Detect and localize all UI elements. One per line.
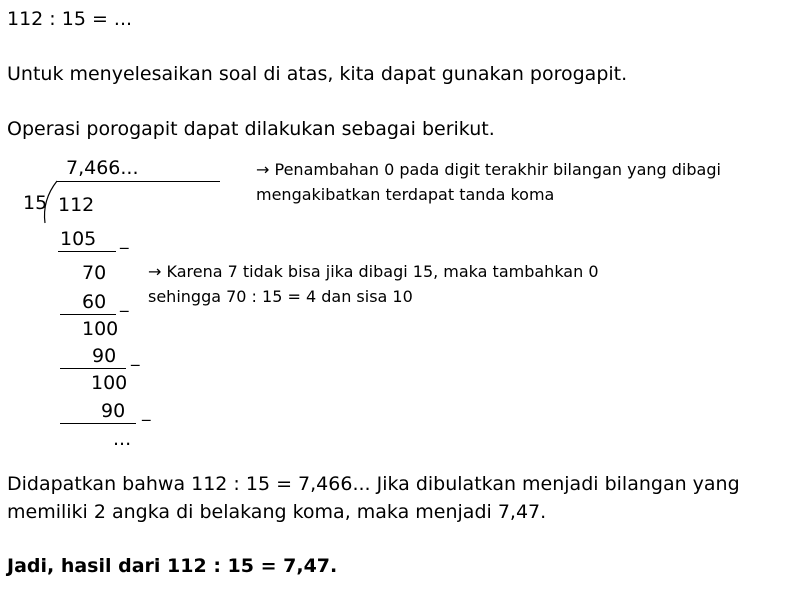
dividend: 112: [58, 194, 95, 216]
quotient: 7,466...: [66, 157, 139, 179]
note-1-line-1: [256, 160, 721, 179]
step-70: 70: [82, 262, 107, 284]
step-100: 100: [82, 318, 119, 340]
note-2-line-2: sehingga 70 : 15 = 4 dan sisa 10: [148, 287, 413, 306]
note-text: Karena 7 tidak bisa jika dibagi 15, maka tambahkan 0: [166, 262, 599, 281]
final-answer: Jadi, hasil dari 112 : 15 = 7,47.: [7, 555, 338, 577]
step-105: 105: [60, 228, 97, 250]
result-line-1: Didapatkan bahwa 112 : 15 = 7,466... Jika dibulatkan menjadi bilangan yang: [7, 473, 740, 495]
divisor: 15: [23, 192, 48, 214]
step-60: 60: [82, 291, 107, 313]
minus-sign: _: [120, 230, 129, 250]
step-100: 100: [91, 372, 128, 394]
problem-line: 112 : 15 = ...: [7, 8, 133, 30]
step-underline: [60, 368, 126, 369]
result-line-2: memiliki 2 angka di belakang koma, maka menjadi 7,47.: [7, 501, 547, 523]
minus-sign: _: [120, 293, 129, 313]
step-underline: [60, 314, 116, 315]
arrow-right-icon: →: [148, 262, 162, 281]
step-90: 90: [101, 400, 126, 422]
step-underline: [60, 423, 136, 424]
note-1-line-2: mengakibatkan terdapat tanda koma: [256, 185, 555, 204]
step-ellipsis: ...: [113, 428, 132, 450]
division-bar: [57, 181, 220, 182]
intro-line: Untuk menyelesaikan soal di atas, kita dapat gunakan porogapit.: [7, 63, 628, 85]
arrow-right-icon: →: [256, 160, 270, 179]
step-90: 90: [92, 345, 117, 367]
note-2-line-1: [148, 262, 599, 281]
step-underline: [58, 251, 116, 252]
method-line: Operasi porogapit dapat dilakukan sebagai berikut.: [7, 118, 495, 140]
minus-sign: _: [142, 402, 151, 422]
note-text: Penambahan 0 pada digit terakhir bilangan yang dibagi: [274, 160, 721, 179]
minus-sign: _: [131, 347, 140, 367]
